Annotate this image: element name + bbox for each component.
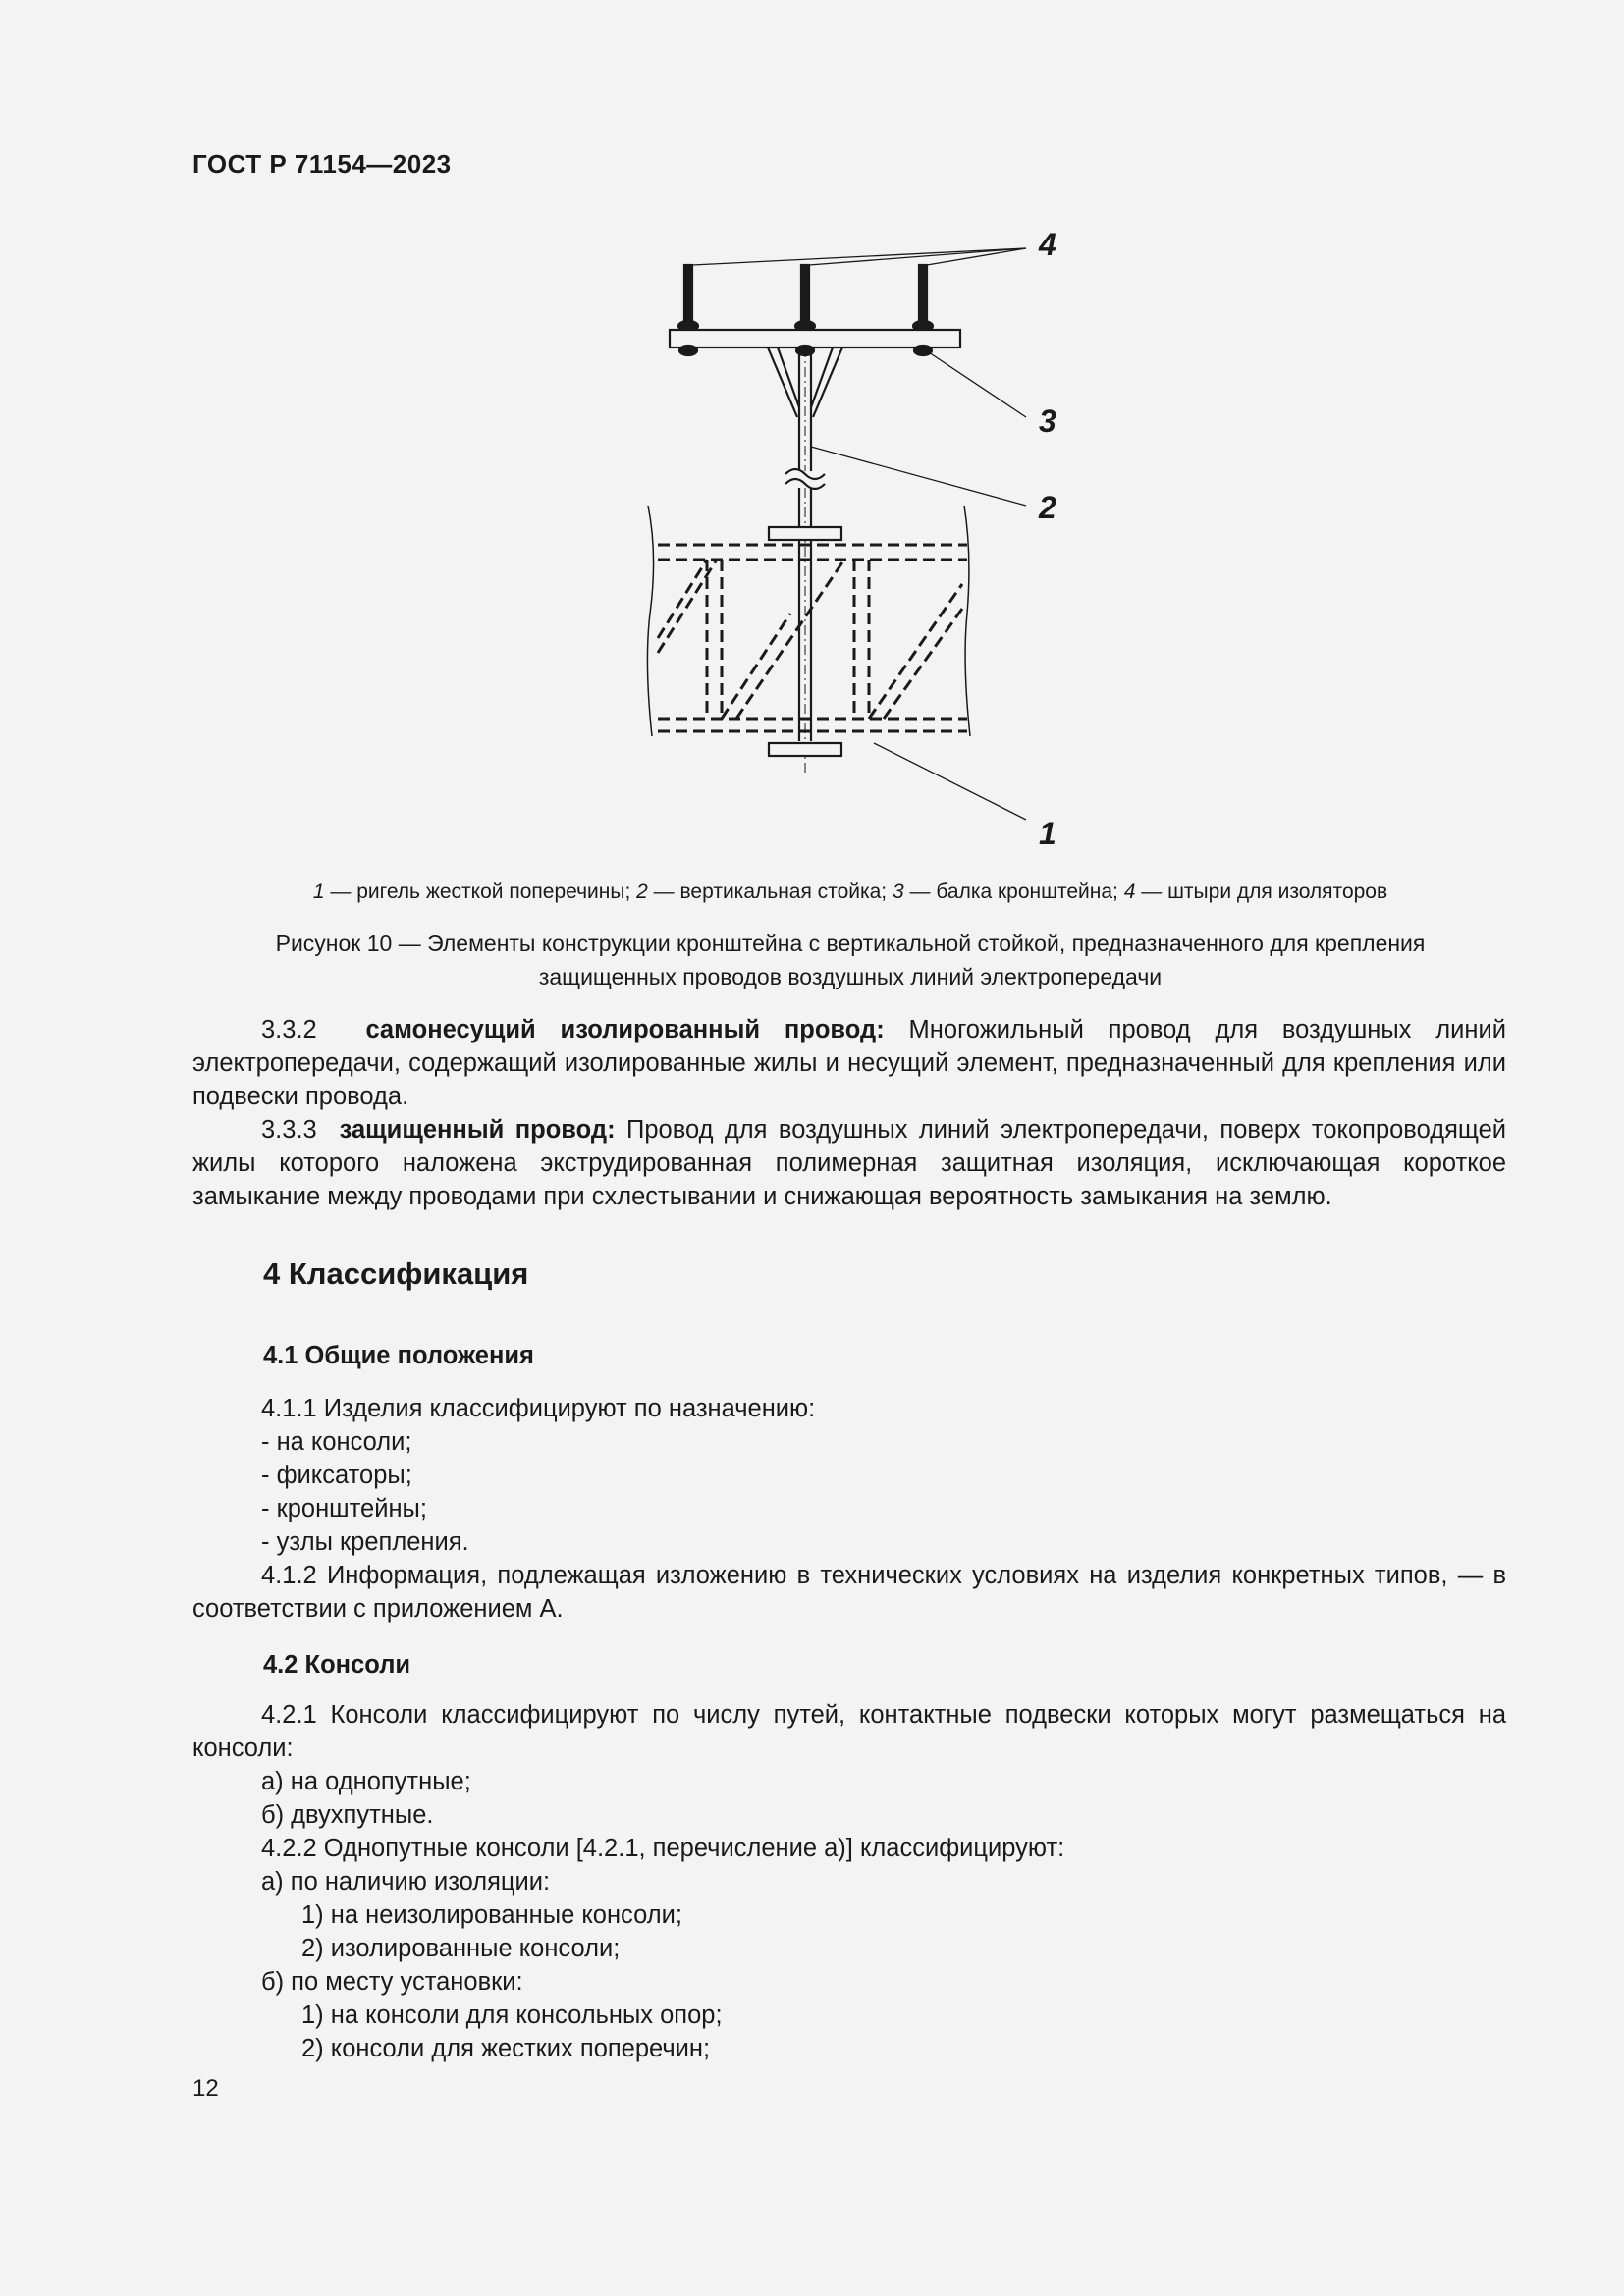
paragraph-4-1-2: 4.1.2 Информация, подлежащая изложению в технических условиях на изделия конкретных типов, — в соответствии с приложением А. [192,1562,1506,1623]
list-item: - кронштейны; [261,1495,427,1522]
figure-legend: 1 — ригель жесткой поперечины; 2 — вертикальная стойка; 3 — балка кронштейна; 4 — штыри для изоляторов [312,881,1388,903]
page-number: 12 [192,2075,219,2102]
list-item: - узлы крепления. [261,1528,469,1556]
callout-2: 2 [1039,490,1056,525]
definitions [192,1013,1506,1213]
paragraph-4-2-1: 4.2.1 Консоли классифицируют по числу путей, контактные подвески которых могут размещаться на консоли: [192,1701,1506,1762]
list-item: 2) изолированные консоли; [301,1935,621,1962]
paragraph-4-1-1: 4.1.1 Изделия классифицируют по назначению: [261,1395,816,1422]
list-item: 1) на консоли для консольных опор; [301,2002,723,2029]
list-item: 2) консоли для жестких поперечин; [301,2035,711,2062]
list-item: б) двухпутные. [261,1801,434,1829]
callout-1: 1 [1039,816,1056,851]
list-item: - на консоли; [261,1428,412,1456]
figure-10 [628,221,1100,864]
vertical-post [769,347,841,775]
list-item: 1) на неизолированные консоли; [301,1901,682,1929]
paragraph-4-2-2: 4.2.2 Однопутные консоли [4.2.1, перечисление а)] классифицируют: [261,1835,1065,1862]
figure-caption: Рисунок 10 — Элементы конструкции кронштейна с вертикальной стойкой, предназначенного для крепления защищенных проводов воздушных линий электропередачи [275,931,1426,989]
section-4-2-heading: 4.2 Консоли [263,1651,411,1679]
bracket-drawing [628,221,1100,859]
definition-3-3-2: 3.3.2 самонесущий изолированный провод: Многожильный провод для воздушных линий электропередачи, содержащий изолированные жилы и несущий элемент, предназначенный для крепления или подвески провода. [192,1016,1506,1110]
list-item: а) по наличию изоляции: [261,1868,551,1896]
callout-4: 4 [1039,227,1056,262]
insulator-pins [678,265,933,331]
list-item: б) по месту установки: [261,1968,523,1996]
section-4-heading: 4 Классификация [263,1256,529,1291]
bracket-beam [670,330,960,347]
list-item: а) на однопутные; [261,1768,471,1795]
section-4-1-heading: 4.1 Общие положения [263,1342,534,1369]
definition-3-3-3: 3.3.3 защищенный провод: Провод для воздушных линий электропередачи, поверх токопроводящей жилы которого наложена экструдированная полимерная защитная изоляция, исключающая короткое замыкание между проводами при схлестывании и снижающая вероятность замыкания на землю. [192,1116,1506,1210]
callout-3: 3 [1039,403,1056,439]
list-item: - фиксаторы; [261,1462,412,1489]
document-header: ГОСТ Р 71154—2023 [192,149,452,179]
